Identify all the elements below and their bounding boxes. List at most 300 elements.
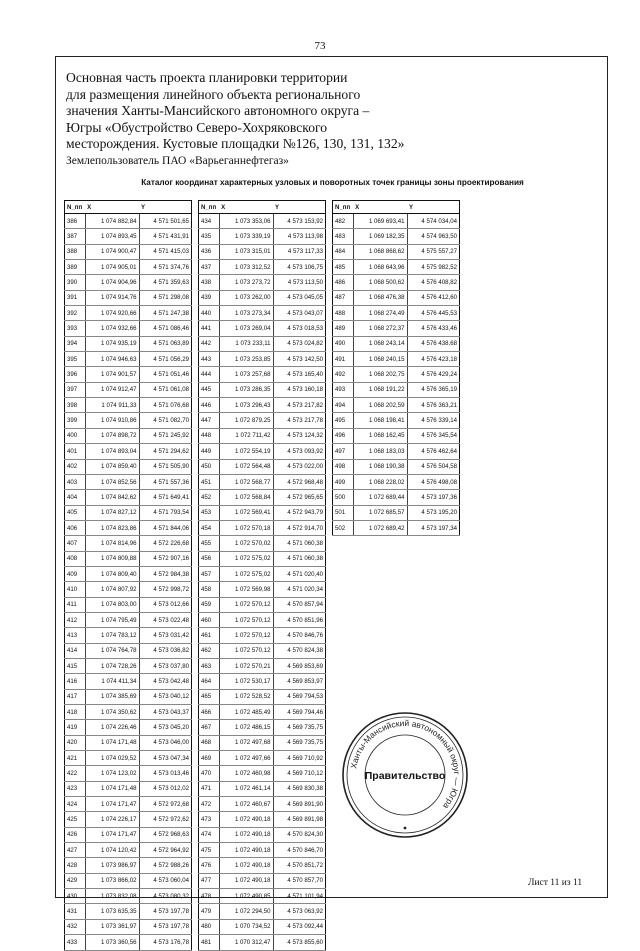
x-coordinate-cell: 1 072 711,42	[219, 428, 273, 443]
x-coordinate-cell: 1 070 312,47	[219, 935, 273, 950]
table-row	[65, 474, 192, 489]
y-coordinate-cell: 4 572 968,48	[273, 474, 325, 489]
y-coordinate-cell: 4 573 197,78	[139, 919, 191, 934]
table-row	[199, 520, 326, 535]
y-coordinate-cell: 4 571 431,91	[139, 229, 191, 244]
table-row	[199, 843, 326, 858]
y-coordinate-cell: 4 573 036,82	[139, 643, 191, 658]
y-coordinate-cell: 4 569 853,97	[273, 674, 325, 689]
x-coordinate-cell: 1 072 490,18	[219, 843, 273, 858]
table-row	[333, 398, 460, 413]
x-coordinate-cell: 1 068 274,49	[353, 306, 407, 321]
x-coordinate-cell: 1 072 490,18	[219, 858, 273, 873]
table-row	[199, 382, 326, 397]
x-coordinate-cell: 1 074 898,72	[85, 428, 139, 443]
y-coordinate-cell: 4 576 339,14	[407, 413, 459, 428]
table-row	[199, 643, 326, 658]
y-coordinate-cell: 4 573 018,53	[273, 321, 325, 336]
x-coordinate-cell: 1 068 476,38	[353, 290, 407, 305]
title-line: Основная часть проекта планировки территории	[66, 70, 348, 85]
table-row	[199, 214, 326, 229]
table-row	[199, 275, 326, 290]
point-number-cell: 389	[65, 260, 86, 275]
point-number-cell: 496	[333, 428, 354, 443]
point-number-cell: 459	[199, 597, 220, 612]
y-coordinate-cell: 4 573 124,32	[273, 428, 325, 443]
table-row	[65, 306, 192, 321]
y-coordinate-cell: 4 573 160,18	[273, 382, 325, 397]
point-number-cell: 438	[199, 275, 220, 290]
y-coordinate-cell: 4 570 846,76	[273, 628, 325, 643]
x-coordinate-cell: 1 073 866,02	[85, 873, 139, 888]
x-coordinate-cell: 1 072 497,68	[219, 735, 273, 750]
column-header-x: X	[353, 201, 407, 214]
y-coordinate-cell: 4 571 020,40	[273, 566, 325, 581]
point-number-cell: 492	[333, 367, 354, 382]
point-number-cell: 462	[199, 643, 220, 658]
table-row	[65, 260, 192, 275]
column-header-number: N_пп	[199, 201, 220, 214]
table-row	[199, 858, 326, 873]
title-line: месторождения. Кустовые площадки №126, 130, 131, 132»	[66, 136, 405, 152]
table-row	[199, 628, 326, 643]
table-row	[333, 260, 460, 275]
table-row	[199, 705, 326, 720]
table-row	[333, 229, 460, 244]
x-coordinate-cell: 1 068 240,15	[353, 352, 407, 367]
point-number-cell: 497	[333, 444, 354, 459]
point-number-cell: 403	[65, 474, 86, 489]
x-coordinate-cell: 1 074 795,49	[85, 612, 139, 627]
y-coordinate-cell: 4 569 794,53	[273, 689, 325, 704]
point-number-cell: 410	[65, 582, 86, 597]
y-coordinate-cell: 4 571 063,89	[139, 336, 191, 351]
x-coordinate-cell: 1 073 262,00	[219, 290, 273, 305]
point-number-cell: 460	[199, 612, 220, 627]
x-coordinate-cell: 1 074 901,57	[85, 367, 139, 382]
y-coordinate-cell: 4 576 365,19	[407, 382, 459, 397]
table-row	[65, 367, 192, 382]
y-coordinate-cell: 4 573 197,36	[407, 490, 459, 505]
table-row	[65, 505, 192, 520]
y-coordinate-cell: 4 573 113,98	[273, 229, 325, 244]
point-number-cell: 487	[333, 290, 354, 305]
table-row	[65, 797, 192, 812]
point-number-cell: 409	[65, 566, 86, 581]
y-coordinate-cell: 4 573 024,82	[273, 336, 325, 351]
point-number-cell: 426	[65, 827, 86, 842]
x-coordinate-cell: 1 072 528,52	[219, 689, 273, 704]
y-coordinate-cell: 4 573 031,42	[139, 628, 191, 643]
x-coordinate-cell: 1 074 123,02	[85, 766, 139, 781]
point-number-cell: 394	[65, 336, 86, 351]
point-number-cell: 424	[65, 797, 86, 812]
y-coordinate-cell: 4 571 051,46	[139, 367, 191, 382]
y-coordinate-cell: 4 573 176,78	[139, 935, 191, 950]
point-number-cell: 399	[65, 413, 86, 428]
x-coordinate-cell: 1 074 814,96	[85, 536, 139, 551]
y-coordinate-cell: 4 573 197,78	[139, 904, 191, 919]
table-row	[65, 735, 192, 750]
land-user: Землепользователь ПАО «Варьеганнефтегаз»	[66, 154, 289, 167]
table-row	[199, 812, 326, 827]
page-number: 73	[314, 40, 326, 52]
x-coordinate-cell: 1 073 273,72	[219, 275, 273, 290]
title-line: для размещения линейного объекта регионального	[66, 86, 361, 102]
y-coordinate-cell: 4 573 195,20	[407, 505, 459, 520]
y-coordinate-cell: 4 576 498,08	[407, 474, 459, 489]
table-row	[333, 336, 460, 351]
table-row	[65, 229, 192, 244]
x-coordinate-cell: 1 073 312,52	[219, 260, 273, 275]
table-row	[199, 658, 326, 673]
table-row	[333, 413, 460, 428]
table-row	[65, 643, 192, 658]
table-row	[333, 321, 460, 336]
point-number-cell: 416	[65, 674, 86, 689]
x-coordinate-cell: 1 072 530,17	[219, 674, 273, 689]
y-coordinate-cell: 4 576 438,68	[407, 336, 459, 351]
table-row	[333, 444, 460, 459]
table-row	[199, 536, 326, 551]
y-coordinate-cell: 4 573 153,92	[273, 214, 325, 229]
column-header-number: N_пп	[333, 201, 354, 214]
table-row	[199, 904, 326, 919]
y-coordinate-cell: 4 573 022,00	[273, 459, 325, 474]
point-number-cell: 413	[65, 628, 86, 643]
x-coordinate-cell: 1 073 361,97	[85, 919, 139, 934]
y-coordinate-cell: 4 573 063,92	[273, 904, 325, 919]
point-number-cell: 469	[199, 751, 220, 766]
table-row	[199, 551, 326, 566]
point-number-cell: 494	[333, 398, 354, 413]
point-number-cell: 392	[65, 306, 86, 321]
x-coordinate-cell: 1 073 353,06	[219, 214, 273, 229]
x-coordinate-cell: 1 072 461,14	[219, 781, 273, 796]
table-row	[199, 735, 326, 750]
y-coordinate-cell: 4 573 093,92	[273, 444, 325, 459]
point-number-cell: 421	[65, 751, 86, 766]
point-number-cell: 476	[199, 858, 220, 873]
table-row	[199, 306, 326, 321]
x-coordinate-cell: 1 074 350,62	[85, 705, 139, 720]
y-coordinate-cell: 4 572 972,68	[139, 797, 191, 812]
y-coordinate-cell: 4 576 345,54	[407, 428, 459, 443]
table-row	[65, 904, 192, 919]
catalog-caption: Каталог координат характерных узловых и поворотных точек границы зоны проектирования	[141, 178, 524, 187]
table-row	[65, 490, 192, 505]
x-coordinate-cell: 1 074 912,47	[85, 382, 139, 397]
x-coordinate-cell: 1 068 500,62	[353, 275, 407, 290]
table-row	[65, 674, 192, 689]
x-coordinate-cell: 1 068 183,03	[353, 444, 407, 459]
table-row	[199, 766, 326, 781]
point-number-cell: 447	[199, 413, 220, 428]
x-coordinate-cell: 1 073 257,68	[219, 367, 273, 382]
x-coordinate-cell: 1 072 460,98	[219, 766, 273, 781]
table-row	[199, 889, 326, 904]
table-row	[65, 382, 192, 397]
y-coordinate-cell: 4 569 735,75	[273, 735, 325, 750]
table-row	[199, 597, 326, 612]
table-row	[199, 474, 326, 489]
table-row	[65, 873, 192, 888]
y-coordinate-cell: 4 571 086,46	[139, 321, 191, 336]
table-row	[65, 751, 192, 766]
document-title	[66, 70, 486, 170]
table-row	[65, 413, 192, 428]
x-coordinate-cell: 1 072 490,85	[219, 889, 273, 904]
y-coordinate-cell: 4 571 060,38	[273, 536, 325, 551]
point-number-cell: 470	[199, 766, 220, 781]
point-number-cell: 406	[65, 520, 86, 535]
table-row	[65, 919, 192, 934]
point-number-cell: 415	[65, 658, 86, 673]
y-coordinate-cell: 4 570 851,96	[273, 612, 325, 627]
y-coordinate-cell: 4 571 101,94	[273, 889, 325, 904]
table-row	[65, 582, 192, 597]
table-row	[333, 459, 460, 474]
y-coordinate-cell: 4 573 022,48	[139, 612, 191, 627]
x-coordinate-cell: 1 073 832,08	[85, 889, 139, 904]
table-row	[199, 781, 326, 796]
x-coordinate-cell: 1 072 564,48	[219, 459, 273, 474]
table-row	[65, 244, 192, 259]
y-coordinate-cell: 4 573 047,34	[139, 751, 191, 766]
x-coordinate-cell: 1 074 809,88	[85, 551, 139, 566]
table-row	[333, 428, 460, 443]
x-coordinate-cell: 1 073 273,34	[219, 306, 273, 321]
y-coordinate-cell: 4 572 968,63	[139, 827, 191, 842]
x-coordinate-cell: 1 072 485,49	[219, 705, 273, 720]
point-number-cell: 455	[199, 536, 220, 551]
point-number-cell: 477	[199, 873, 220, 888]
table-row	[199, 444, 326, 459]
point-number-cell: 450	[199, 459, 220, 474]
y-coordinate-cell: 4 573 045,20	[139, 720, 191, 735]
x-coordinate-cell: 1 072 879,25	[219, 413, 273, 428]
y-coordinate-cell: 4 576 429,24	[407, 367, 459, 382]
point-number-cell: 466	[199, 705, 220, 720]
x-coordinate-cell: 1 068 643,96	[353, 260, 407, 275]
point-number-cell: 396	[65, 367, 86, 382]
x-coordinate-cell: 1 074 893,04	[85, 444, 139, 459]
y-coordinate-cell: 4 573 165,40	[273, 367, 325, 382]
column-header-x: X	[85, 201, 139, 214]
point-number-cell: 457	[199, 566, 220, 581]
x-coordinate-cell: 1 074 803,00	[85, 597, 139, 612]
table-row	[65, 689, 192, 704]
table-row	[199, 459, 326, 474]
table-row	[65, 444, 192, 459]
table-row	[65, 536, 192, 551]
y-coordinate-cell: 4 571 415,03	[139, 244, 191, 259]
table-row	[65, 597, 192, 612]
y-coordinate-cell: 4 571 020,34	[273, 582, 325, 597]
y-coordinate-cell: 4 570 857,94	[273, 597, 325, 612]
point-number-cell: 401	[65, 444, 86, 459]
y-coordinate-cell: 4 570 851,72	[273, 858, 325, 873]
point-number-cell: 491	[333, 352, 354, 367]
point-number-cell: 422	[65, 766, 86, 781]
point-number-cell: 489	[333, 321, 354, 336]
point-number-cell: 441	[199, 321, 220, 336]
x-coordinate-cell: 1 068 202,75	[353, 367, 407, 382]
point-number-cell: 472	[199, 797, 220, 812]
x-coordinate-cell: 1 072 570,18	[219, 520, 273, 535]
x-coordinate-cell: 1 068 190,38	[353, 459, 407, 474]
y-coordinate-cell: 4 573 142,50	[273, 352, 325, 367]
x-coordinate-cell: 1 072 570,12	[219, 643, 273, 658]
x-coordinate-cell: 1 072 294,50	[219, 904, 273, 919]
table-row	[65, 275, 192, 290]
point-number-cell: 486	[333, 275, 354, 290]
table-row	[199, 919, 326, 934]
point-number-cell: 451	[199, 474, 220, 489]
y-coordinate-cell: 4 571 557,36	[139, 474, 191, 489]
point-number-cell: 488	[333, 306, 354, 321]
point-number-cell: 502	[333, 520, 354, 535]
point-number-cell: 474	[199, 827, 220, 842]
point-number-cell: 388	[65, 244, 86, 259]
point-number-cell: 453	[199, 505, 220, 520]
y-coordinate-cell: 4 573 117,33	[273, 244, 325, 259]
point-number-cell: 484	[333, 244, 354, 259]
x-coordinate-cell: 1 074 904,96	[85, 275, 139, 290]
x-coordinate-cell: 1 072 497,66	[219, 751, 273, 766]
point-number-cell: 454	[199, 520, 220, 535]
table-row	[65, 612, 192, 627]
point-number-cell: 493	[333, 382, 354, 397]
point-number-cell: 467	[199, 720, 220, 735]
y-coordinate-cell: 4 576 462,64	[407, 444, 459, 459]
table-row	[199, 367, 326, 382]
table-row	[65, 321, 192, 336]
x-coordinate-cell: 1 074 859,40	[85, 459, 139, 474]
y-coordinate-cell: 4 573 045,05	[273, 290, 325, 305]
table-row	[65, 520, 192, 535]
y-coordinate-cell: 4 571 298,08	[139, 290, 191, 305]
table-row	[199, 490, 326, 505]
x-coordinate-cell: 1 072 569,98	[219, 582, 273, 597]
x-coordinate-cell: 1 074 120,42	[85, 843, 139, 858]
point-number-cell: 473	[199, 812, 220, 827]
point-number-cell: 408	[65, 551, 86, 566]
point-number-cell: 386	[65, 214, 86, 229]
x-coordinate-cell: 1 072 570,02	[219, 536, 273, 551]
y-coordinate-cell: 4 571 844,06	[139, 520, 191, 535]
y-coordinate-cell: 4 571 247,38	[139, 306, 191, 321]
point-number-cell: 481	[199, 935, 220, 950]
x-coordinate-cell: 1 073 296,43	[219, 398, 273, 413]
point-number-cell: 430	[65, 889, 86, 904]
point-number-cell: 464	[199, 674, 220, 689]
x-coordinate-cell: 1 074 171,47	[85, 797, 139, 812]
x-coordinate-cell: 1 073 253,85	[219, 352, 273, 367]
point-number-cell: 444	[199, 367, 220, 382]
table-row	[65, 398, 192, 413]
table-row	[199, 674, 326, 689]
table-row	[333, 214, 460, 229]
x-coordinate-cell: 1 074 809,40	[85, 566, 139, 581]
table-row	[199, 428, 326, 443]
point-number-cell: 456	[199, 551, 220, 566]
point-number-cell: 490	[333, 336, 354, 351]
y-coordinate-cell: 4 571 056,29	[139, 352, 191, 367]
table-row	[199, 352, 326, 367]
table-row	[65, 766, 192, 781]
x-coordinate-cell: 1 074 827,12	[85, 505, 139, 520]
table-row	[65, 352, 192, 367]
x-coordinate-cell: 1 072 575,02	[219, 551, 273, 566]
table-row	[65, 827, 192, 842]
table-row	[199, 321, 326, 336]
coordinates-table-2	[198, 200, 326, 951]
x-coordinate-cell: 1 069 693,41	[353, 214, 407, 229]
y-coordinate-cell: 4 570 824,38	[273, 643, 325, 658]
y-coordinate-cell: 4 569 794,46	[273, 705, 325, 720]
point-number-cell: 436	[199, 244, 220, 259]
point-number-cell: 483	[333, 229, 354, 244]
table-row	[65, 551, 192, 566]
table-row	[65, 935, 192, 950]
x-coordinate-cell: 1 073 269,04	[219, 321, 273, 336]
y-coordinate-cell: 4 573 042,48	[139, 674, 191, 689]
x-coordinate-cell: 1 072 575,02	[219, 566, 273, 581]
y-coordinate-cell: 4 572 998,72	[139, 582, 191, 597]
x-coordinate-cell: 1 074 842,62	[85, 490, 139, 505]
point-number-cell: 445	[199, 382, 220, 397]
point-number-cell: 412	[65, 612, 86, 627]
x-coordinate-cell: 1 073 339,19	[219, 229, 273, 244]
x-coordinate-cell: 1 074 783,12	[85, 628, 139, 643]
table-row	[333, 306, 460, 321]
x-coordinate-cell: 1 074 910,86	[85, 413, 139, 428]
y-coordinate-cell: 4 571 061,08	[139, 382, 191, 397]
point-number-cell: 390	[65, 275, 86, 290]
y-coordinate-cell: 4 575 982,52	[407, 260, 459, 275]
table-row	[65, 858, 192, 873]
y-coordinate-cell: 4 576 412,60	[407, 290, 459, 305]
x-coordinate-cell: 1 072 490,18	[219, 873, 273, 888]
y-coordinate-cell: 4 573 012,66	[139, 597, 191, 612]
table-row	[65, 889, 192, 904]
point-number-cell: 448	[199, 428, 220, 443]
y-coordinate-cell: 4 571 076,68	[139, 398, 191, 413]
y-coordinate-cell: 4 573 217,78	[273, 413, 325, 428]
y-coordinate-cell: 4 573 046,00	[139, 735, 191, 750]
point-number-cell: 425	[65, 812, 86, 827]
y-coordinate-cell: 4 571 359,63	[139, 275, 191, 290]
point-number-cell: 402	[65, 459, 86, 474]
y-coordinate-cell: 4 572 914,70	[273, 520, 325, 535]
y-coordinate-cell: 4 573 012,02	[139, 781, 191, 796]
point-number-cell: 429	[65, 873, 86, 888]
y-coordinate-cell: 4 571 374,76	[139, 260, 191, 275]
y-coordinate-cell: 4 573 060,04	[139, 873, 191, 888]
point-number-cell: 420	[65, 735, 86, 750]
table-row	[199, 260, 326, 275]
table-row	[333, 352, 460, 367]
x-coordinate-cell: 1 068 198,41	[353, 413, 407, 428]
x-coordinate-cell: 1 072 570,12	[219, 628, 273, 643]
table-row	[65, 720, 192, 735]
table-row	[199, 689, 326, 704]
point-number-cell: 500	[333, 490, 354, 505]
x-coordinate-cell: 1 072 490,18	[219, 827, 273, 842]
table-row	[199, 244, 326, 259]
point-number-cell: 478	[199, 889, 220, 904]
